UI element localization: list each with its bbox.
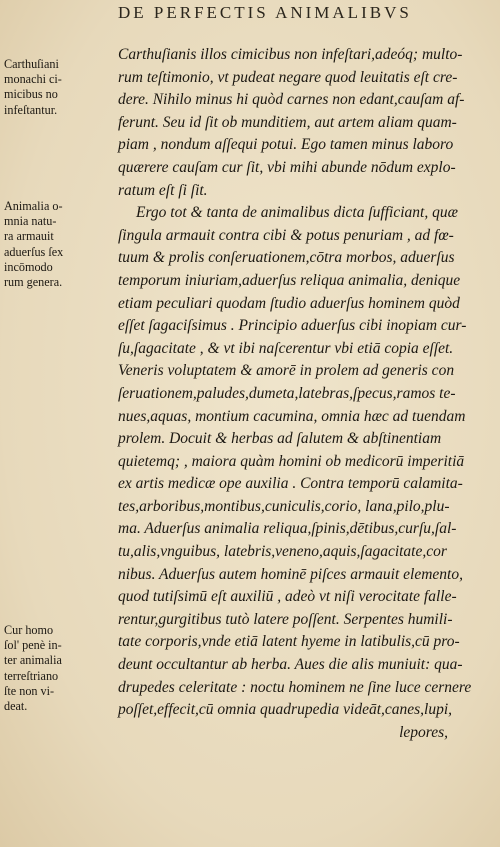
- main-text-block: [118, 44, 500, 744]
- running-header: DE PERFECTIS ANIMALIBVS: [118, 3, 412, 22]
- margin-note-line: monachi ci-: [4, 72, 62, 87]
- margin-note-animalia: [4, 199, 116, 290]
- text-line: ſu,ſagacitate , & vt ibi naſcerentur vbi etiā copia eſſet.: [118, 339, 454, 357]
- text-line: ratum eſt ſi ſit.: [118, 181, 208, 199]
- text-line: nibus. Aduerſus autem hominē piſces armauit elemento,: [118, 565, 463, 583]
- text-line: quærere cauſam cur ſit, vbi mihi abunde nōdum explo-: [118, 158, 456, 176]
- text-line: tu,alis,vnguibus, latebris,veneno,aquis,ſagacitate,cor: [118, 543, 447, 561]
- text-line: Carthuſianis illos cimicibus non infeſtari,adeóq; multo-: [118, 46, 463, 63]
- text-line: etiam peculiari quodam ſtudio aduerſus hominem quòd: [118, 294, 460, 312]
- text-line: rum teſtimonio, vt pudeat negare quod leuitatis eſt cre-: [118, 68, 458, 86]
- margin-note-line: rum genera.: [4, 275, 63, 290]
- text-line: tate corporis,vnde etiā latent hyeme in latibulis,cū pro-: [118, 633, 460, 651]
- text-line: ſingula armauit contra cibi & potus penuriam , ad fœ-: [118, 226, 454, 244]
- margin-note-line: Animalia o-: [4, 199, 63, 213]
- text-line: dere. Nihilo minus hi quòd carnes non edant,cauſam af-: [118, 91, 465, 109]
- margin-note-line: ra armauit: [4, 229, 54, 244]
- text-line: ferunt. Seu id ſit ob munditiem, aut artem aliam quam-: [118, 113, 457, 131]
- text-line: tes,arboribus,montibus,cuniculis,corio, lana,pilo,plu-: [118, 497, 450, 515]
- text-line: lepores,: [399, 723, 448, 741]
- text-line: quod tutiſsimū eſt auxiliū , adeò vt niſi verocitate falle-: [118, 588, 457, 606]
- margin-note-carthusiani: [4, 57, 116, 118]
- margin-note-line: micibus no: [4, 87, 58, 102]
- text-line: rentur,gurgitibus tutò latere poſſent. Serpentes humili-: [118, 610, 453, 628]
- margin-note-line: Carthuſiani: [4, 57, 59, 71]
- margin-note-cur-homo: [4, 623, 116, 714]
- text-line: quietemq; , maiora quàm homini ob medicorū imperitiā: [118, 452, 465, 470]
- text-line: temporum iniuriam,aduerſus reliqua animalia, denique: [118, 271, 461, 289]
- text-line: ex artis medicæ ope auxilia . Contra temporū calamita-: [118, 475, 463, 493]
- margin-note-line: incōmodo: [4, 259, 53, 274]
- margin-note-line: deat.: [4, 699, 28, 714]
- margin-note-line: ter animalia: [4, 653, 62, 668]
- text-line: piam , nondum aſſequi potui. Ego tamen minus laboro: [118, 136, 454, 154]
- text-line: prolem. Docuit & herbas ad ſalutem & abſtinentiam: [118, 430, 442, 448]
- text-line: nues,aquas, montium cacumina, omnia hæc ad tuendam: [118, 407, 466, 425]
- text-line: eſſet ſagaciſsimus . Principio aduerſus cibi inopiam cur-: [118, 317, 467, 335]
- text-line: ſeruationem,paludes,dumeta,latebras,ſpecus,ramos te-: [118, 384, 456, 402]
- margin-note-line: mnia natu-: [4, 214, 57, 229]
- text-line: drupedes celeritate : noctu hominem ne ſine luce cernere: [118, 678, 472, 696]
- margin-note-line: terreſtriano: [4, 668, 59, 683]
- margin-note-line: ſol' penè in-: [4, 638, 62, 653]
- margin-note-line: ſte non vi-: [4, 683, 55, 698]
- text-line: deunt occultantur ab herba. Aues die alis muniuit: qua-: [118, 656, 463, 674]
- text-line: Ergo tot & tanta de animalibus dicta ſufficiant, quæ: [136, 204, 458, 222]
- text-line: Veneris voluptatem & amorē in prolem ad generis con: [118, 362, 455, 380]
- text-line: poſſet,effecit,cū omnia quadrupedia videāt,canes,lupi,: [118, 701, 453, 719]
- text-line: tuum & prolis conſeruationem,cōtra morbos, aduerſus: [118, 249, 455, 267]
- margin-note-line: aduerſus ſex: [4, 244, 64, 259]
- margin-note-line: Cur homo: [4, 623, 54, 637]
- margin-note-line: infeſtantur.: [4, 102, 58, 117]
- text-line: ma. Aduerſus animalia reliqua,ſpinis,dētibus,curſu,ſal-: [118, 520, 457, 538]
